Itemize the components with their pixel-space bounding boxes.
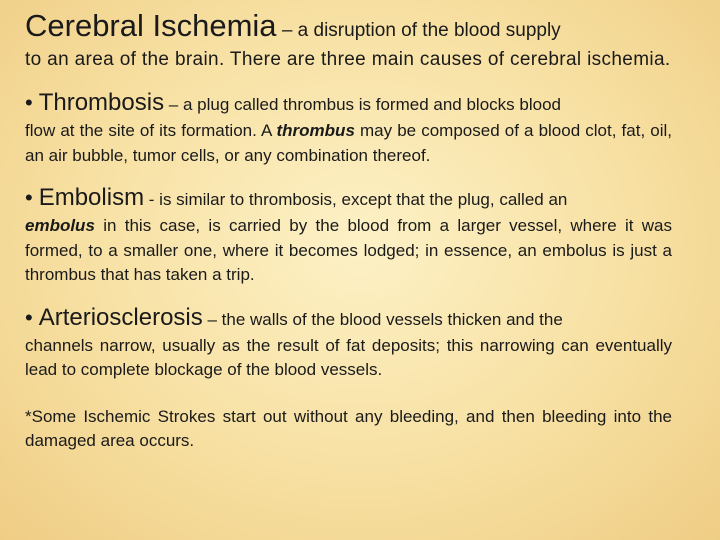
intro-continuation: to an area of the brain. There are three main causes of cerebral ischemia. — [25, 49, 671, 70]
bullet-head — [25, 89, 672, 117]
bullet-lead: – the walls of the blood vessels thicken and the — [202, 309, 563, 329]
bullet-body-before: channels narrow, usually as the result of fat deposits; this narrowing can eventually lead to complete blockage of the blood vessels. — [25, 335, 672, 379]
bullet-body-after: in this case, is carried by the blood from a larger vessel, where it was formed, to a smaller one, where it becomes lodged; in essence, an embolus is just a thrombus that has taken a trip. — [25, 216, 672, 284]
bullet-body — [25, 119, 672, 168]
bullet-body — [25, 334, 672, 383]
bullet-arteriosclerosis — [25, 304, 672, 383]
bullet-lead: - is similar to thrombosis, except that the plug, called an — [144, 190, 568, 209]
bullet-dot-icon: • — [25, 185, 33, 210]
footnote: *Some Ischemic Strokes start out without any bleeding, and then bleeding into the damaged area occurs. — [25, 406, 672, 450]
intro-dash-text: – a disruption of the blood supply — [276, 20, 561, 41]
intro-heading-line — [25, 8, 672, 44]
bullet-lead: – a plug called thrombus is formed and blocks blood — [164, 95, 561, 114]
bullet-term: Thrombosis — [38, 89, 165, 116]
bullet-term: Arteriosclerosis — [38, 303, 203, 331]
bullet-body-after: may be composed of a blood clot, fat, oil, an air bubble, tumor cells, or any combination thereof. — [25, 121, 673, 165]
bullet-dot-icon: • — [25, 90, 33, 115]
intro-term: Cerebral Ischemia — [25, 8, 277, 43]
bullet-emphasis: thrombus — [276, 121, 355, 140]
bullet-dot-icon: • — [25, 304, 33, 330]
bullet-embolism — [25, 184, 672, 288]
intro-paragraph — [25, 8, 672, 73]
bullet-thrombosis — [25, 89, 672, 168]
bullet-head — [25, 184, 672, 212]
bullet-body — [25, 214, 672, 288]
bullet-body-before: flow at the site of its formation. A — [25, 121, 277, 140]
bullet-term: Embolism — [38, 184, 145, 211]
bullet-emphasis: embolus — [25, 216, 95, 235]
bullet-head — [25, 304, 672, 332]
